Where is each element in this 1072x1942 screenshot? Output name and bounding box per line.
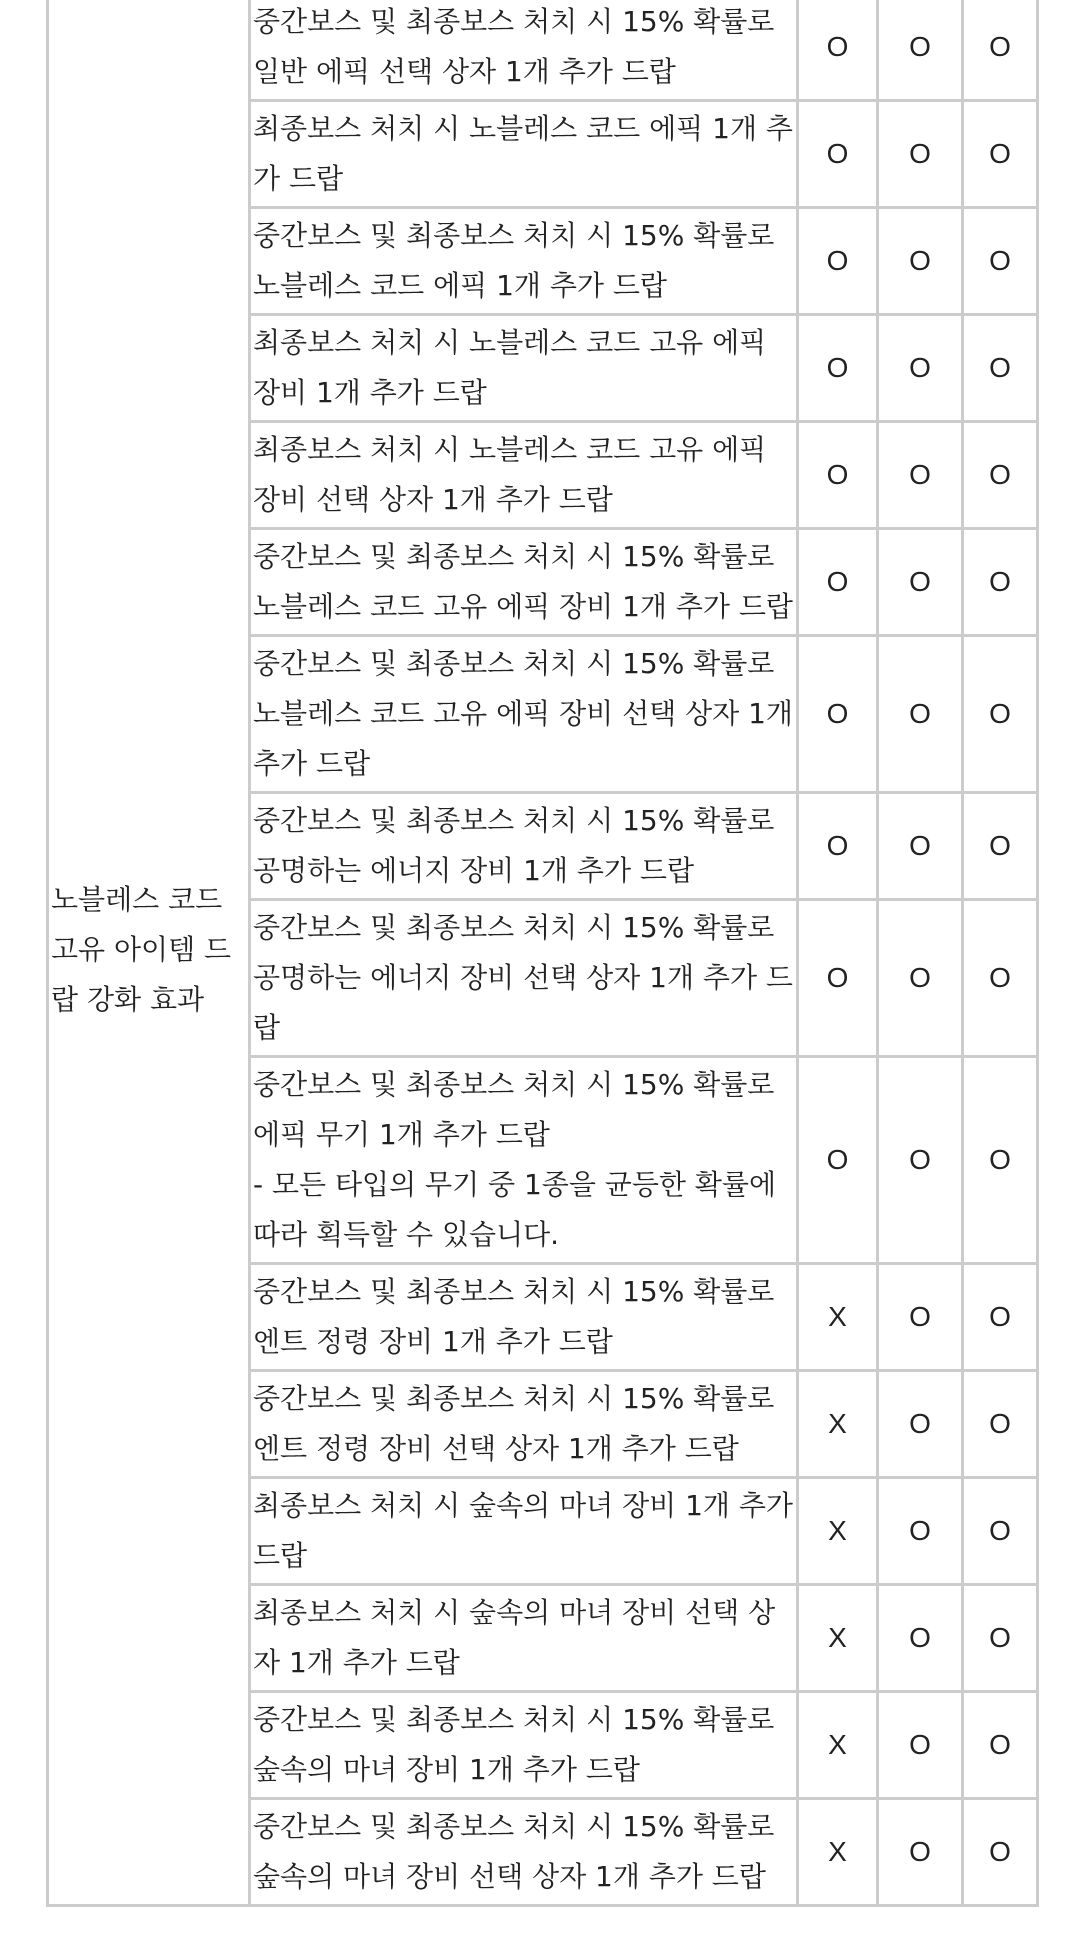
effect-description: 중간보스 및 최종보스 처치 시 15% 확률로 숲속의 마녀 장비 선택 상자 1개 추가 드랍 bbox=[250, 1799, 798, 1906]
effect-description: 중간보스 및 최종보스 처치 시 15% 확률로 공명하는 에너지 장비 선택 상자 1개 추가 드랍 bbox=[250, 900, 798, 1057]
availability-mark-3: O bbox=[963, 208, 1038, 315]
availability-mark-2: O bbox=[878, 793, 963, 900]
availability-mark-3: O bbox=[963, 1264, 1038, 1371]
availability-mark-1: X bbox=[798, 1585, 878, 1692]
availability-mark-1: X bbox=[798, 1264, 878, 1371]
category-cell: 노블레스 코드 고유 아이템 드랍 강화 효과 bbox=[48, 0, 250, 1906]
drop-effects-table bbox=[46, 0, 1039, 1907]
availability-mark-1: O bbox=[798, 0, 878, 101]
availability-mark-1: X bbox=[798, 1692, 878, 1799]
availability-mark-3: O bbox=[963, 422, 1038, 529]
availability-mark-3: O bbox=[963, 1371, 1038, 1478]
availability-mark-1: O bbox=[798, 1057, 878, 1264]
effect-description: 중간보스 및 최종보스 처치 시 15% 확률로 노블레스 코드 에픽 1개 추가 드랍 bbox=[250, 208, 798, 315]
availability-mark-1: X bbox=[798, 1799, 878, 1906]
availability-mark-3: O bbox=[963, 0, 1038, 101]
availability-mark-1: X bbox=[798, 1371, 878, 1478]
availability-mark-3: O bbox=[963, 900, 1038, 1057]
availability-mark-2: O bbox=[878, 422, 963, 529]
availability-mark-3: O bbox=[963, 1585, 1038, 1692]
availability-mark-1: O bbox=[798, 315, 878, 422]
effect-description: 최종보스 처치 시 숲속의 마녀 장비 선택 상자 1개 추가 드랍 bbox=[250, 1585, 798, 1692]
table-row bbox=[48, 0, 1038, 101]
effect-description: 중간보스 및 최종보스 처치 시 15% 확률로 엔트 정령 장비 1개 추가 드랍 bbox=[250, 1264, 798, 1371]
availability-mark-3: O bbox=[963, 529, 1038, 636]
availability-mark-1: O bbox=[798, 208, 878, 315]
availability-mark-2: O bbox=[878, 1264, 963, 1371]
availability-mark-2: O bbox=[878, 1478, 963, 1585]
availability-mark-1: O bbox=[798, 793, 878, 900]
effect-description: 중간보스 및 최종보스 처치 시 15% 확률로 에픽 무기 1개 추가 드랍 - 모든 타입의 무기 중 1종을 균등한 확률에 따라 획득할 수 있습니다. bbox=[250, 1057, 798, 1264]
effect-description: 중간보스 및 최종보스 처치 시 15% 확률로 일반 에픽 선택 상자 1개 추가 드랍 bbox=[250, 0, 798, 101]
availability-mark-2: O bbox=[878, 529, 963, 636]
availability-mark-3: O bbox=[963, 101, 1038, 208]
availability-mark-3: O bbox=[963, 636, 1038, 793]
availability-mark-2: O bbox=[878, 315, 963, 422]
availability-mark-1: X bbox=[798, 1478, 878, 1585]
availability-mark-3: O bbox=[963, 1799, 1038, 1906]
availability-mark-1: O bbox=[798, 101, 878, 208]
availability-mark-2: O bbox=[878, 208, 963, 315]
effect-description: 중간보스 및 최종보스 처치 시 15% 확률로 공명하는 에너지 장비 1개 추가 드랍 bbox=[250, 793, 798, 900]
effect-description: 최종보스 처치 시 노블레스 코드 에픽 1개 추가 드랍 bbox=[250, 101, 798, 208]
effects-table-container bbox=[46, 0, 1036, 1907]
effect-description: 중간보스 및 최종보스 처치 시 15% 확률로 엔트 정령 장비 선택 상자 1개 추가 드랍 bbox=[250, 1371, 798, 1478]
availability-mark-1: O bbox=[798, 529, 878, 636]
availability-mark-3: O bbox=[963, 315, 1038, 422]
availability-mark-1: O bbox=[798, 636, 878, 793]
effect-description: 최종보스 처치 시 숲속의 마녀 장비 1개 추가 드랍 bbox=[250, 1478, 798, 1585]
effect-description: 최종보스 처치 시 노블레스 코드 고유 에픽 장비 1개 추가 드랍 bbox=[250, 315, 798, 422]
availability-mark-3: O bbox=[963, 1692, 1038, 1799]
effects-table-body bbox=[48, 0, 1038, 1906]
availability-mark-2: O bbox=[878, 101, 963, 208]
availability-mark-2: O bbox=[878, 1692, 963, 1799]
availability-mark-2: O bbox=[878, 900, 963, 1057]
availability-mark-2: O bbox=[878, 1799, 963, 1906]
availability-mark-3: O bbox=[963, 793, 1038, 900]
effect-description: 중간보스 및 최종보스 처치 시 15% 확률로 노블레스 코드 고유 에픽 장비 1개 추가 드랍 bbox=[250, 529, 798, 636]
availability-mark-2: O bbox=[878, 1371, 963, 1478]
availability-mark-3: O bbox=[963, 1478, 1038, 1585]
availability-mark-1: O bbox=[798, 422, 878, 529]
availability-mark-3: O bbox=[963, 1057, 1038, 1264]
availability-mark-2: O bbox=[878, 0, 963, 101]
effect-description: 중간보스 및 최종보스 처치 시 15% 확률로 숲속의 마녀 장비 1개 추가 드랍 bbox=[250, 1692, 798, 1799]
availability-mark-2: O bbox=[878, 636, 963, 793]
availability-mark-1: O bbox=[798, 900, 878, 1057]
availability-mark-2: O bbox=[878, 1057, 963, 1264]
effect-description: 중간보스 및 최종보스 처치 시 15% 확률로 노블레스 코드 고유 에픽 장비 선택 상자 1개 추가 드랍 bbox=[250, 636, 798, 793]
availability-mark-2: O bbox=[878, 1585, 963, 1692]
effect-description: 최종보스 처치 시 노블레스 코드 고유 에픽 장비 선택 상자 1개 추가 드랍 bbox=[250, 422, 798, 529]
